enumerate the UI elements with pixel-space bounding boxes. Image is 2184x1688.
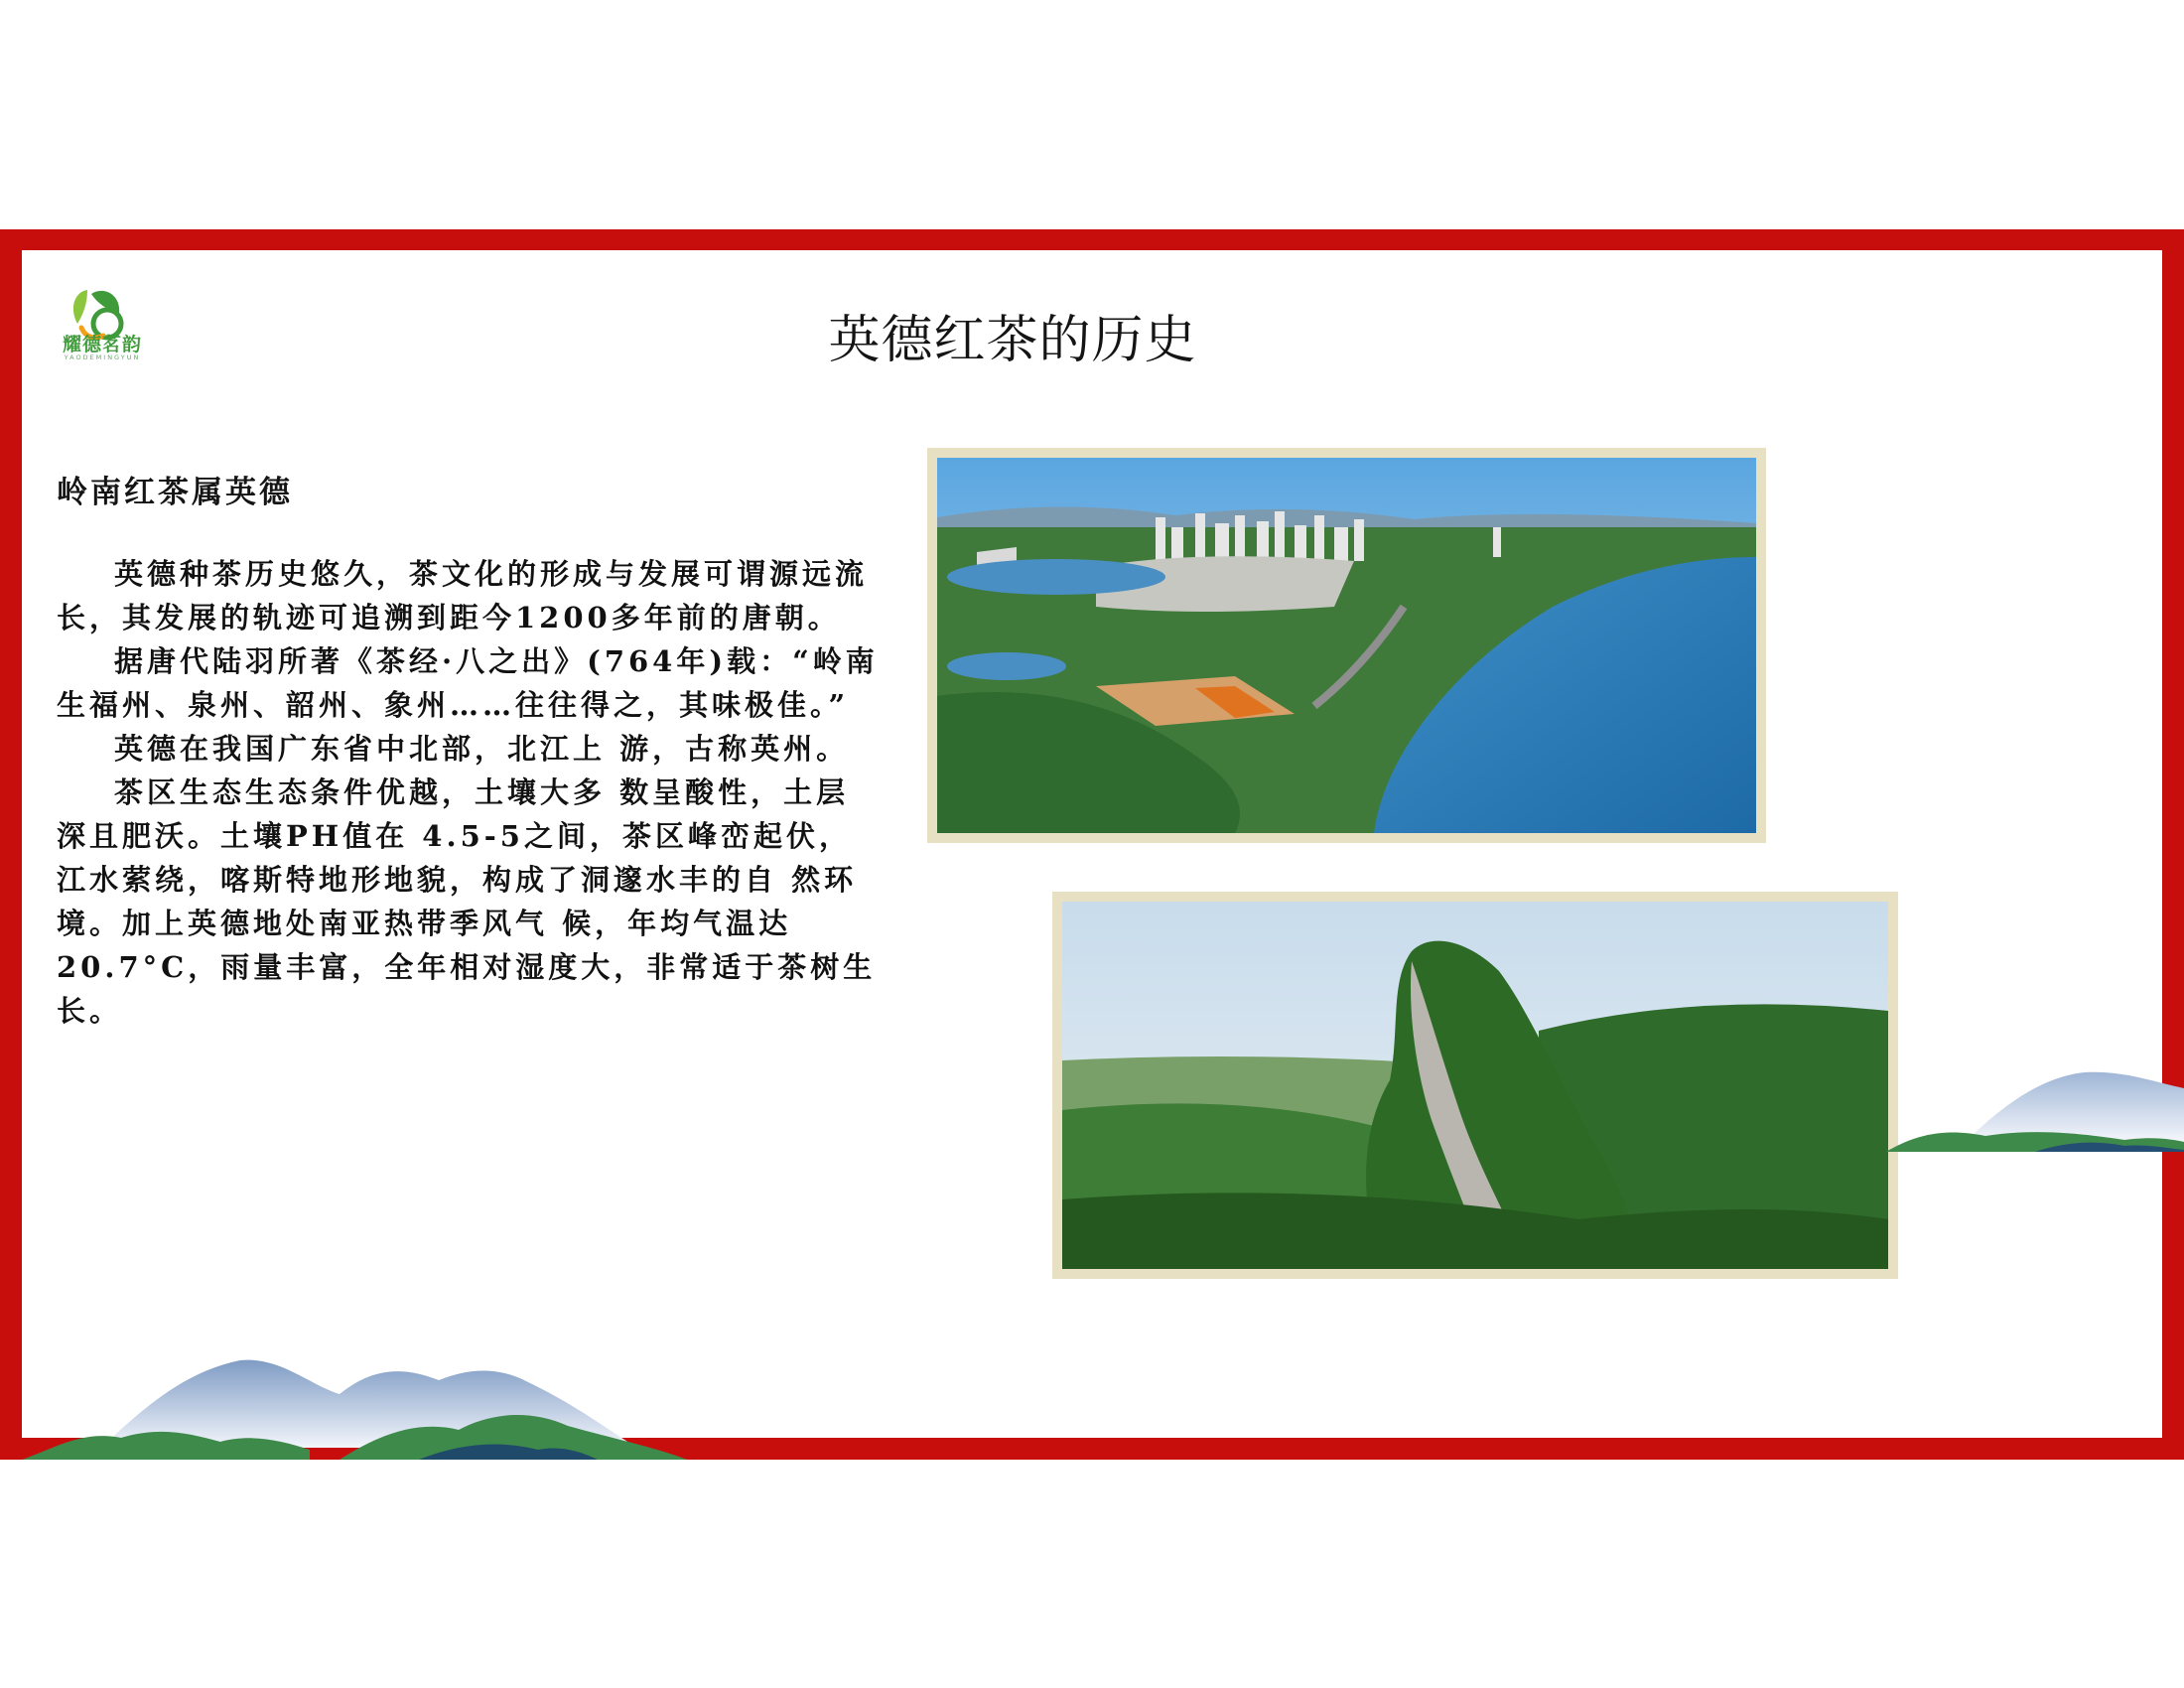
paragraph-1: 英德种茶历史悠久，茶文化的形成与发展可谓源远流长，其发展的轨迹可追溯到距今1200多年前的唐朝。 — [57, 557, 869, 634]
city-river-image — [937, 458, 1756, 833]
city-river-photo — [927, 448, 1766, 843]
logo-name: 耀德茗韵 — [62, 334, 142, 355]
paragraph-3: 英德在我国广东省中北部，北江上 游，古称英州。 — [114, 732, 850, 766]
logo-subtitle: YAODEMINGYUN — [64, 353, 141, 361]
karst-peak-photo — [1052, 892, 1898, 1279]
mountains-decoration-right — [1886, 1033, 2184, 1152]
mountains-decoration-left — [22, 1331, 876, 1460]
section-heading: 岭南红茶属英德 — [57, 475, 293, 510]
body-text — [57, 552, 881, 1033]
paragraph-4: 茶区生态生态条件优越，土壤大多 数呈酸性，土层深且肥沃。土壤PH值在 4.5-5之间，茶区峰峦起伏，江水萦绕，喀斯特地形地貌，构成了洞邃水丰的自 然环境。加上英德地处南亚热带季风气 候，年均气温达20.7°C，雨量丰富，全年相对湿度大，非常适于茶树生长。 — [57, 775, 877, 1028]
page-title: 英德红茶的历史 — [828, 311, 1197, 370]
karst-peak-image — [1062, 902, 1888, 1269]
paragraph-2: 据唐代陆羽所著《茶经·八之出》(764年)载：“岭南生福州、泉州、韶州、象州……往往得之，其味极佳。” — [57, 644, 879, 722]
